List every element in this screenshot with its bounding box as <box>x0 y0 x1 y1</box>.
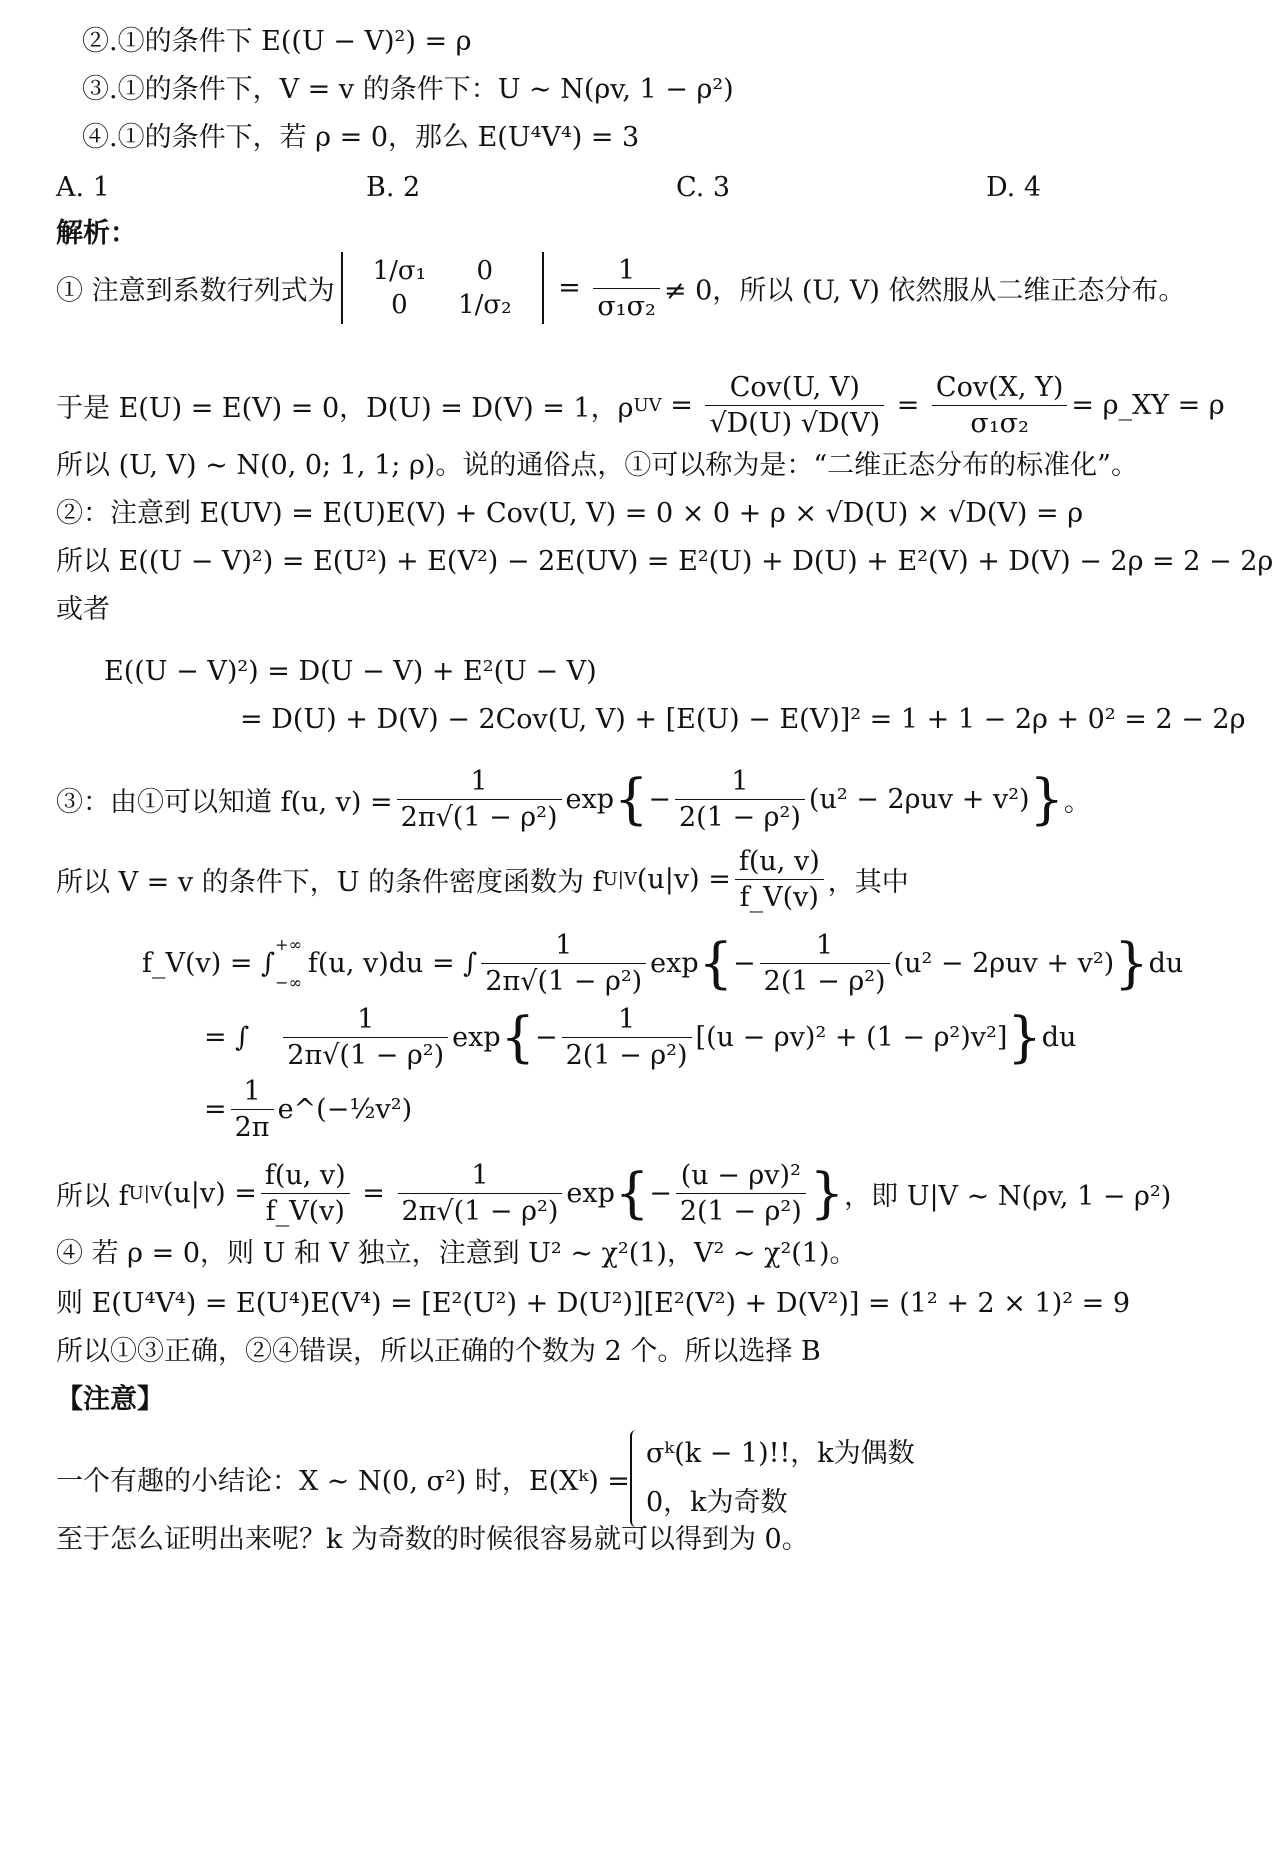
exponent-fraction <box>675 766 805 833</box>
fraction-denominator: 2π√(1 − ρ²) <box>401 1196 559 1227</box>
marginal-line-2: = ∫ $\frac{1}{\text{2π√(1 − ρ²)}}$ exp{− $\frac{1}{\text{2(1 − ρ²)}}$ [(u − ρv)² + (1 − ρ²)v²]}du <box>204 1004 1077 1071</box>
analysis-heading: 解析： <box>56 218 137 249</box>
exponent-tail: (u² − 2ρuv + v²) <box>893 948 1115 979</box>
fraction-numerator: 1 <box>675 766 805 800</box>
fraction-denominator: 2(1 − ρ²) <box>679 802 801 833</box>
det-cell: 0 <box>391 290 408 320</box>
upper-limit: +∞ <box>275 934 302 954</box>
item-4: ④.①的条件下，若 ρ = 0，那么 E(U⁴V⁴) = 3 <box>82 122 640 153</box>
density-coefficient <box>398 1160 563 1227</box>
fraction-denominator: 2(1 − ρ²) <box>565 1040 688 1071</box>
item-3: ③.①的条件下，V = v 的条件下：U ∼ N(ρv, 1 − ρ²) <box>82 74 734 105</box>
cov-fraction-xy <box>932 372 1067 439</box>
fraction-denominator: 2(1 − ρ²) <box>679 1196 802 1227</box>
option-d: D. 4 <box>986 172 1042 203</box>
fraction-denominator: 2π√(1 − ρ²) <box>485 966 643 997</box>
marginal-lhs: f_V(v) = ∫ <box>142 948 276 979</box>
marginal-exponential: e^(−½v²) <box>277 1094 413 1125</box>
step-4: ②：注意到 E(UV) = E(U)E(V) + Cov(U, V) = 0 × 0 + ρ × √D(U) × √D(V) = ρ <box>56 498 1084 529</box>
fraction-numerator: 1 <box>593 255 660 289</box>
step-10: ④ 若 ρ = 0，则 U 和 V 独立，注意到 U² ∼ χ²(1)，V² ∼ χ²(1)。 <box>56 1238 857 1269</box>
fraction-denominator: √D(U) √D(V) <box>709 408 881 439</box>
derivation-line-2: = D(U) + D(V) − 2Cov(U, V) + [E(U) − E(V)]² = 1 + 1 − 2ρ + 0² = 2 − 2ρ <box>240 704 1246 735</box>
fraction-numerator: (u − ρv)² <box>676 1160 806 1194</box>
step-2-suffix: = ρ_XY = ρ <box>1071 390 1225 421</box>
exp-label: exp <box>566 1178 615 1209</box>
integral-limits <box>275 936 302 991</box>
fraction-numerator: 1 <box>481 930 646 964</box>
piecewise-cases <box>630 1430 915 1527</box>
fraction-numerator: f(u, v) <box>261 1160 350 1194</box>
det-value-fraction <box>593 255 660 322</box>
marginal-mid: f(u, v)du = ∫ <box>307 948 478 979</box>
step-9-mid: (u|v) = <box>162 1178 257 1209</box>
step-1-line: ① 注意到系数行列式为 1/σ₁ 0 0 1/σ₂ = $\frac{1}{\text{σ₁σ₂}}$ ≠ 0，所以 (U, V) 依然服从二维正态分布。 <box>56 252 1185 324</box>
step-8-prefix: 所以 V = v 的条件下，U 的条件密度函数为 f <box>56 867 603 898</box>
option-b: B. 2 <box>366 172 421 203</box>
step-1-prefix: ① 注意到系数行列式为 <box>56 275 335 307</box>
fraction-denominator: 2π <box>234 1112 270 1143</box>
fraction-denominator: f_V(v) <box>739 882 819 913</box>
option-a: A. 1 <box>56 172 110 203</box>
density-coefficient <box>397 766 562 833</box>
det-cell: 1/σ₂ <box>458 290 512 320</box>
det-cell: 0 <box>476 256 494 286</box>
exponent-tail: [(u − ρv)² + (1 − ρ²)v²] <box>695 1022 1008 1053</box>
step-1-suffix: ≠ 0，所以 (U, V) 依然服从二维正态分布。 <box>663 275 1186 307</box>
subscript: U|V <box>128 1183 163 1204</box>
fraction-numerator: Cov(U, V) <box>705 372 884 406</box>
fraction-denominator: f_V(v) <box>265 1196 345 1227</box>
step-7-line: ③：由①可以知道 f(u, v) = $\frac{1}{\text{2π√(1 − ρ²)}}$ exp{− $\frac{1}{\text{2(1 − ρ²)}}$ (u² − 2ρuv + v²)}。 <box>56 766 1091 833</box>
fraction-denominator: σ₁σ₂ <box>597 290 656 322</box>
step-8-suffix: ，其中 <box>827 867 909 898</box>
step-14: 至于怎么证明出来呢？k 为奇数的时候很容易就可以得到为 0。 <box>56 1524 809 1555</box>
cov-fraction-uv <box>705 372 884 439</box>
step-11: 则 E(U⁴V⁴) = E(U⁴)E(V⁴) = [E²(U²) + D(U²)][E²(V²) + D(V²)] = (1² + 2 × 1)² = 9 <box>56 1288 1131 1319</box>
conditional-density-fraction <box>735 846 824 913</box>
fraction-numerator: 1 <box>397 766 562 800</box>
marginal-lhs: = <box>204 1094 227 1125</box>
exp-label: exp <box>452 1022 501 1053</box>
item-2: ②.①的条件下 E((U − V)²) = ρ <box>82 26 472 57</box>
fraction-numerator: 1 <box>283 1004 448 1038</box>
subscript: U|V <box>602 869 637 890</box>
fraction-denominator: σ₁σ₂ <box>970 408 1029 439</box>
differential: du <box>1148 948 1184 979</box>
step-13-prefix: 一个有趣的小结论：X ∼ N(0, σ²) 时，E(Xᵏ) = <box>56 1466 630 1498</box>
exponent-fraction <box>760 930 890 997</box>
marginal-line-3 <box>204 1076 412 1143</box>
option-c: C. 3 <box>676 172 731 203</box>
exponent-fraction <box>676 1160 806 1227</box>
step-7-prefix: ③：由①可以知道 f(u, v) = <box>56 787 393 818</box>
exponent-tail: (u² − 2ρuv + v²) <box>808 784 1030 815</box>
fraction-numerator: 1 <box>562 1004 692 1038</box>
step-9-suffix: ，即 U|V ∼ N(ρv, 1 − ρ²) <box>844 1181 1172 1212</box>
fraction-numerator: 1 <box>760 930 890 964</box>
fraction-numerator: f(u, v) <box>735 846 824 880</box>
fraction-denominator: 2π√(1 − ρ²) <box>400 802 558 833</box>
coefficient-determinant <box>341 252 544 324</box>
note-heading: 【注意】 <box>56 1384 164 1415</box>
step-13-line <box>56 1430 915 1527</box>
differential: du <box>1041 1022 1077 1053</box>
fraction-numerator: 1 <box>231 1076 274 1110</box>
exponent-fraction <box>562 1004 692 1071</box>
ratio-fraction <box>261 1160 350 1227</box>
step-5: 所以 E((U − V)²) = E(U²) + E(V²) − 2E(UV) = E²(U) + D(U) + E²(V) + D(V) − 2ρ = 2 − 2ρ <box>56 546 1274 577</box>
case-even: σᵏ(k − 1)!!，k为偶数 <box>645 1438 915 1469</box>
fraction-numerator: Cov(X, Y) <box>932 372 1067 406</box>
fraction-numerator: 1 <box>398 1160 563 1194</box>
marginal-lhs: = ∫ <box>204 1022 250 1053</box>
fraction-denominator: 2π√(1 − ρ²) <box>287 1040 445 1071</box>
det-cell: 1/σ₁ <box>372 256 427 286</box>
marginal-line-1: f_V(v) = ∫ +∞ −∞ f(u, v)du = ∫ $\frac{1}{\text{2π√(1 − ρ²)}}$ exp{− $\frac{1}{\text{2(1 − ρ²)}}$ (u² − 2ρuv + v²)}du <box>142 930 1184 997</box>
step-9-prefix: 所以 f <box>56 1181 129 1212</box>
marginal-coefficient <box>231 1076 274 1143</box>
step-12: 所以①③正确，②④错误，所以正确的个数为 2 个。所以选择 B <box>56 1336 821 1367</box>
density-coefficient <box>283 1004 448 1071</box>
step-6: 或者 <box>56 594 110 625</box>
step-9-line: 所以 fU|V(u|v) = $\frac{f(u, v)}{f\_V(v)}$ = $\frac{1}{\text{2π√(1 − ρ²)}}$ exp{− $\frac{\text{(u − ρv)²}}{\text{2(1 − ρ²)}}$ }，即 U|V ∼ N(ρv, 1 − ρ²) <box>56 1160 1172 1227</box>
lower-limit: −∞ <box>275 972 302 992</box>
step-8-mid: (u|v) = <box>636 864 731 895</box>
derivation-line-1: E((U − V)²) = D(U − V) + E²(U − V) <box>104 656 597 687</box>
step-8-line <box>56 846 909 913</box>
step-2-prefix: 于是 E(U) = E(V) = 0，D(U) = D(V) = 1，ρ <box>56 393 634 424</box>
subscript: UV <box>633 395 662 416</box>
exp-label: exp <box>565 784 615 815</box>
density-coefficient <box>481 930 646 997</box>
step-2-line: 于是 E(U) = E(V) = 0，D(U) = D(V) = 1，ρUV = $\frac{\text{Cov(U, V)}}{√D(U) √D(V)}$ = $\frac{\text{Cov(X, Y)}}{\text{σ₁σ₂}}$ = ρ_XY = ρ <box>56 372 1225 439</box>
fraction-denominator: 2(1 − ρ²) <box>763 966 886 997</box>
exp-label: exp <box>650 948 699 979</box>
case-odd: 0，k为奇数 <box>645 1486 788 1518</box>
step-3: 所以 (U, V) ∼ N(0, 0; 1, 1; ρ)。说的通俗点，①可以称为是：“二维正态分布的标准化”。 <box>56 450 1138 481</box>
step-7-end: 。 <box>1063 787 1091 818</box>
